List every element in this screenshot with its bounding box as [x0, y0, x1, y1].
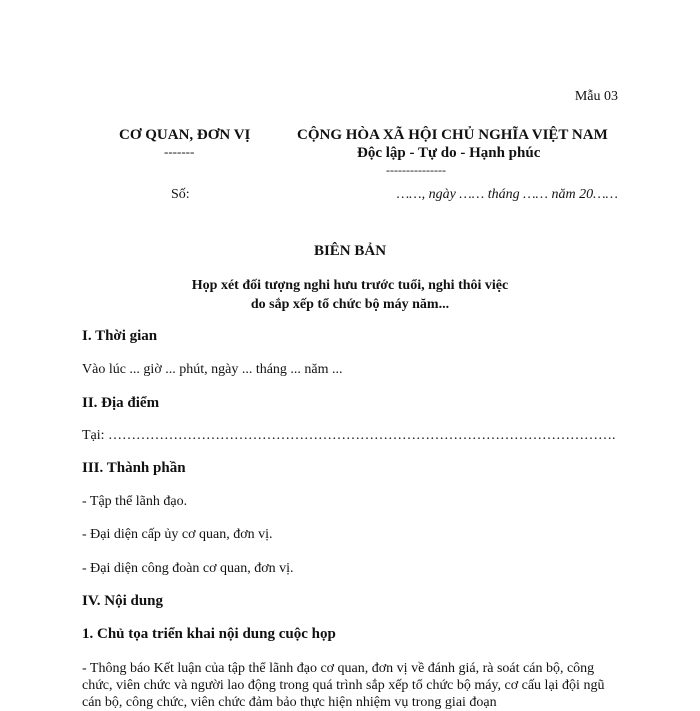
- member-item-leadership: - Tập thể lãnh đạo.: [82, 494, 188, 509]
- agency-underline: -------: [164, 144, 195, 159]
- form-number: Mẫu 03: [574, 89, 618, 104]
- motto-underline: ---------------: [386, 163, 446, 177]
- section-place-heading: II. Địa điểm: [82, 395, 160, 411]
- section-time-text: Vào lúc ... giờ ... phút, ngày ... tháng ... năm ...: [82, 362, 343, 377]
- section-members-heading: III. Thành phần: [82, 460, 186, 476]
- section-place-text: Tại: ……………………………………………………………………………………………….: [82, 428, 616, 443]
- section-time-heading: I. Thời gian: [82, 328, 158, 344]
- member-item-party-committee: - Đại diện cấp ủy cơ quan, đơn vị.: [82, 527, 273, 542]
- document-title: BIÊN BẢN: [313, 243, 387, 259]
- section-content-heading: IV. Nội dung: [82, 593, 164, 609]
- document-subtitle-line-1: Họp xét đối tượng nghi hưu trước tuổi, nghi thôi việc: [191, 278, 509, 293]
- agency-name: CƠ QUAN, ĐƠN VỊ: [119, 127, 251, 143]
- member-item-trade-union: - Đại diện công đoàn cơ quan, đơn vị.: [82, 561, 294, 576]
- nation-title: CỘNG HÒA XÃ HỘI CHỦ NGHĨA VIỆT NAM: [297, 127, 608, 143]
- document-subtitle-line-2: do sắp xếp tổ chức bộ máy năm...: [250, 297, 450, 312]
- national-motto: Độc lập - Tự do - Hạnh phúc: [357, 145, 541, 161]
- document-number-label: Số:: [171, 187, 190, 202]
- content-paragraph: - Thông báo Kết luận của tập thể lãnh đạo cơ quan, đơn vị về đánh giá, rà soát cán bộ, công chức, viên chức và người lao động trong quá trình sắp xếp tổ chức bộ máy, cơ cấu lại đội ngũ cán bộ, công chức, viên chức đảm bảo thực hiện nhiệm vụ trong giai đoạn: [82, 661, 605, 710]
- place-date-line: ……, ngày …… tháng …… năm 20……: [396, 187, 618, 202]
- content-subheading-1: 1. Chủ tọa triển khai nội dung cuộc họp: [82, 626, 336, 642]
